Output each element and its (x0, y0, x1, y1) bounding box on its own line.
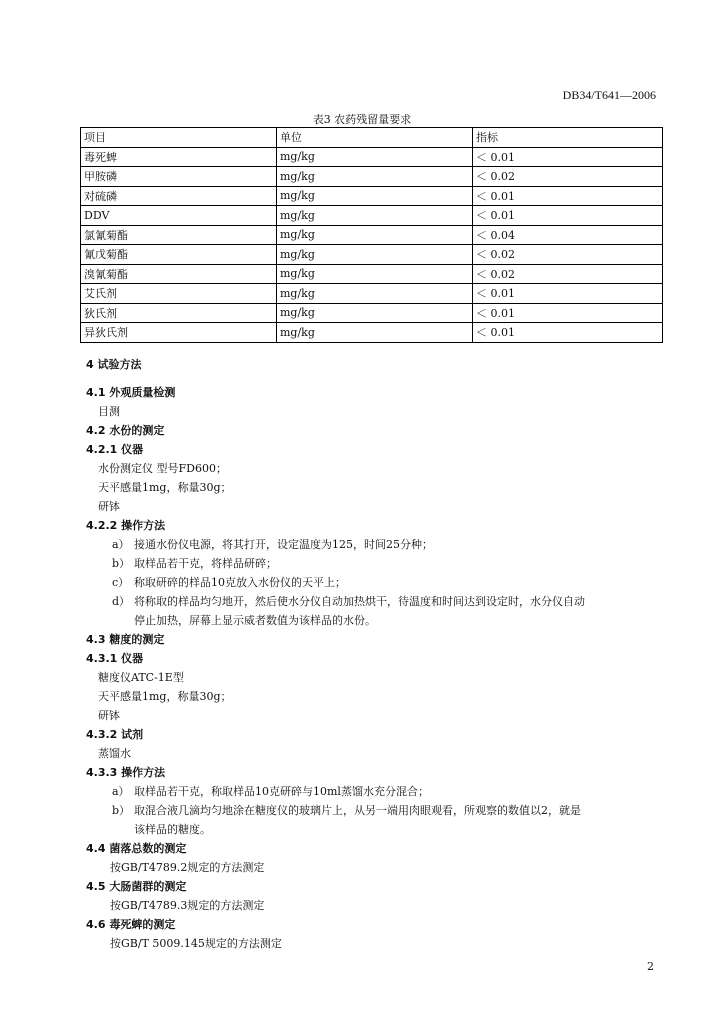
list-item-text: 取混合液几滴均匀地涂在糖度仪的玻璃片上，从另一端用肉眼观看，所观察的数值以2，就是 (134, 804, 581, 817)
instrument-line: 糖度仪ATC-1E型 (98, 671, 184, 684)
cell-limit: ＜ 0.02 (473, 167, 663, 187)
section-4-heading: 4 试验方法 (86, 358, 142, 371)
list-item-text: 接通水份仪电源，将其打开，设定温度为125，时间25分种； (134, 538, 433, 551)
list-item-continuation: 该样品的糖度。 (134, 823, 211, 836)
document-code: DB34/T641—2006 (562, 88, 656, 102)
section-4-1-heading: 4.1 外观质量检测 (86, 386, 176, 399)
section-4-2-heading: 4.2 水份的测定 (86, 424, 165, 437)
cell-unit: mg/kg (277, 245, 473, 265)
table-row (81, 225, 663, 245)
header-limit: 指标 (473, 128, 663, 148)
table-row (81, 186, 663, 206)
table-row (81, 147, 663, 167)
table-row (81, 264, 663, 284)
cell-item: 溴氰菊酯 (81, 264, 277, 284)
section-4-3-3-heading: 4.3.3 操作方法 (86, 766, 166, 779)
cell-unit: mg/kg (277, 206, 473, 226)
list-marker: a） (112, 538, 130, 551)
cell-item: 艾氏剂 (81, 284, 277, 304)
pesticide-residue-table (80, 127, 663, 343)
cell-limit: ＜ 0.01 (473, 303, 663, 323)
table-row (81, 167, 663, 187)
list-marker: b） (112, 557, 131, 570)
header-item: 项目 (81, 128, 277, 148)
cell-item: 异狄氏剂 (81, 323, 277, 343)
page-number: 2 (647, 960, 654, 973)
list-marker: a） (112, 785, 130, 798)
instrument-line: 研钵 (98, 709, 120, 722)
cell-item: DDV (81, 206, 277, 226)
table-row (81, 245, 663, 265)
cell-limit: ＜ 0.02 (473, 245, 663, 265)
cell-unit: mg/kg (277, 264, 473, 284)
list-item-text: 取样品若干克，称取样品10克研碎与10ml蒸馏水充分混合； (134, 785, 429, 798)
section-4-4-body: 按GB/T4789.2规定的方法测定 (110, 861, 265, 874)
table-header-row (81, 128, 663, 148)
header-unit: 单位 (277, 128, 473, 148)
cell-unit: mg/kg (277, 284, 473, 304)
cell-unit: mg/kg (277, 147, 473, 167)
section-4-6-body: 按GB/T 5009.145规定的方法测定 (110, 937, 282, 950)
cell-limit: ＜ 0.01 (473, 323, 663, 343)
section-4-3-2-heading: 4.3.2 试剂 (86, 728, 144, 741)
cell-unit: mg/kg (277, 167, 473, 187)
cell-item: 氰戊菊酯 (81, 245, 277, 265)
section-4-3-1-heading: 4.3.1 仪器 (86, 652, 144, 665)
instrument-line: 研钵 (98, 500, 120, 513)
cell-limit: ＜ 0.01 (473, 284, 663, 304)
section-4-6-heading: 4.6 毒死蜱的测定 (86, 918, 176, 931)
list-item-text: 将称取的样品均匀地开，然后使水分仪自动加热烘干，待温度和时间达到设定时，水分仪自动 (134, 595, 585, 608)
section-4-5-body: 按GB/T4789.3规定的方法测定 (110, 899, 265, 912)
instrument-line: 天平感量1mg，称量30g； (98, 481, 232, 494)
table-title: 表3 农药残留量要求 (312, 113, 412, 126)
section-4-5-heading: 4.5 大肠菌群的测定 (86, 880, 187, 893)
list-item-text: 取样品若干克，将样品研碎； (134, 557, 277, 570)
list-marker: b） (112, 804, 131, 817)
cell-limit: ＜ 0.04 (473, 225, 663, 245)
list-item-text: 称取研碎的样品10克放入水份仪的天平上； (134, 576, 346, 589)
cell-item: 狄氏剂 (81, 303, 277, 323)
cell-limit: ＜ 0.01 (473, 186, 663, 206)
cell-limit: ＜ 0.01 (473, 206, 663, 226)
cell-limit: ＜ 0.02 (473, 264, 663, 284)
cell-unit: mg/kg (277, 186, 473, 206)
cell-item: 氯氰菊酯 (81, 225, 277, 245)
cell-unit: mg/kg (277, 323, 473, 343)
table-row (81, 323, 663, 343)
cell-item: 甲胺磷 (81, 167, 277, 187)
cell-item: 对硫磷 (81, 186, 277, 206)
cell-limit: ＜ 0.01 (473, 147, 663, 167)
list-marker: c） (112, 576, 130, 589)
cell-item: 毒死蜱 (81, 147, 277, 167)
section-4-2-2-heading: 4.2.2 操作方法 (86, 519, 166, 532)
section-4-1-body: 目测 (98, 405, 120, 418)
table-row (81, 206, 663, 226)
table-row (81, 284, 663, 304)
list-item-continuation: 停止加热，屏幕上显示威者数值为该样品的水份。 (134, 614, 376, 627)
instrument-line: 水份测定仪 型号FD600； (98, 462, 227, 475)
section-4-4-heading: 4.4 菌落总数的测定 (86, 842, 187, 855)
section-4-3-heading: 4.3 糖度的测定 (86, 633, 165, 646)
section-4-2-1-heading: 4.2.1 仪器 (86, 443, 144, 456)
table-row (81, 303, 663, 323)
cell-unit: mg/kg (277, 225, 473, 245)
reagent-line: 蒸馏水 (98, 747, 131, 760)
cell-unit: mg/kg (277, 303, 473, 323)
instrument-line: 天平感量1mg，称量30g； (98, 690, 232, 703)
list-marker: d） (112, 595, 131, 608)
